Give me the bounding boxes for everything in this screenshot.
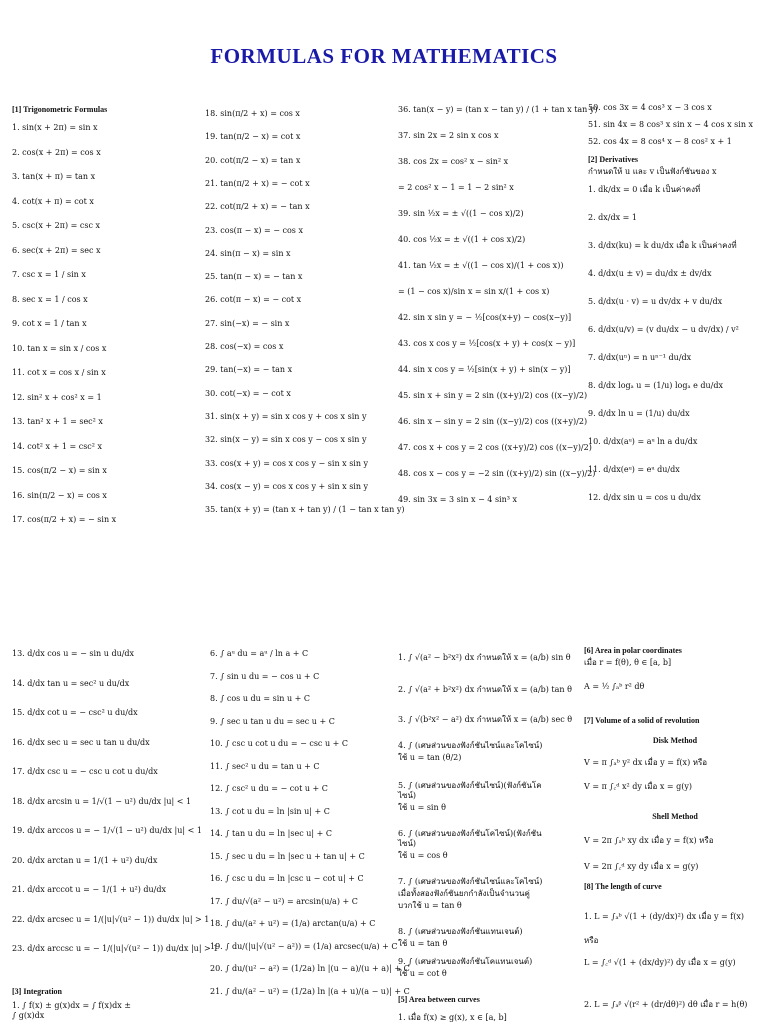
trig-formulas-col3 [398, 105, 598, 526]
formula-row: 1. เมื่อ f(x) ≥ g(x), x ∈ [a, b] [398, 1013, 507, 1022]
formula-row: = (1 − cos x)/sin x = sin x/(1 + cos x) [398, 287, 550, 296]
formula-row: 6. d/dx(u/v) = (v du/dx − u dv/dx) / v² [588, 325, 739, 334]
formula-row: 6. sec(x + 2π) = sec x [12, 245, 101, 255]
formula-row: 1. dk/dx = 0 เมื่อ k เป็นค่าคงที่ [588, 185, 701, 194]
formula-row: 51. sin 4x = 8 cos³ x sin x − 4 cos x sin x [588, 120, 754, 129]
formula-row: 3. tan(x + π) = tan x [12, 172, 96, 181]
formula-row: 3. ∫ √(b²x² − a²) dx กำหนดให้ x = (a/b) sec θ [398, 715, 573, 724]
formula-row: 8. ∫ cos u du = sin u + C [210, 694, 311, 703]
formula-row: 21. d/dx arccot u = − 1/(1 + u²) du/dx [12, 885, 166, 894]
formula-row: 7. ∫ (เศษส่วนของฟังก์ชันไซน์และโคไซน์) [398, 877, 543, 886]
formula-row: 36. tan(x − y) = (tan x − tan y) / (1 + tan x tan y) [398, 105, 598, 114]
page-title: FORMULAS FOR MATHEMATICS [210, 44, 558, 68]
formula-row: 2. L = ∫ₐᵝ √(r² + (dr/dθ)²) dθ เมื่อ r = h(θ) [584, 1000, 748, 1009]
formula-row: 2. dx/dx = 1 [588, 213, 638, 222]
formula-row: ใช้ u = cot θ [398, 969, 447, 978]
formula-row: 22. cot(π/2 + x) = − tan x [205, 202, 310, 212]
formula-row: 25. tan(π − x) = − tan x [205, 272, 303, 282]
formula-row: 1. sin(x + 2π) = sin x [12, 123, 98, 132]
formula-row: 17. cos(π/2 + x) = − sin x [12, 515, 117, 524]
formula-row: 2. cos(x + 2π) = cos x [12, 147, 101, 157]
section-heading: [7] Volume of a solid of revolution [584, 716, 700, 725]
formula-row: 48. cos x − cos y = −2 sin ((x+y)/2) sin ((x−y)/2) [398, 469, 596, 478]
section-heading: [5] Area between curves [398, 995, 480, 1004]
formula-row: L = ∫꜀ᵈ √(1 + (dx/dy)²) dy เมื่อ x = g(y) [584, 958, 736, 967]
formula-row: 17. ∫ du/√(a² − u²) = arcsin(u/a) + C [210, 896, 358, 906]
formula-row: V = π ∫꜀ᵈ x² dy เมื่อ x = g(y) [584, 782, 693, 791]
formula-row: 13. d/dx cos u = − sin u du/dx [12, 649, 135, 658]
section-heading: [6] Area in polar coordinates [584, 646, 682, 655]
formula-row: 40. cos ½x = ± √((1 + cos x)/2) [398, 235, 526, 244]
formula-row: 19. d/dx arccos u = − 1/√(1 − u²) du/dx |u| < 1 [12, 826, 202, 835]
formula-row: 9. d/dx ln u = (1/u) du/dx [588, 409, 690, 418]
formula-row: 20. d/dx arctan u = 1/(1 + u²) du/dx [12, 855, 158, 865]
formula-row: V = π ∫ₐᵇ y² dx เมื่อ y = f(x) หรือ [584, 758, 708, 767]
formula-row: 7. ∫ sin u du = − cos u + C [210, 671, 320, 681]
formula-row: 20. ∫ du/(u² − a²) = (1/2a) ln |(u − a)/(u + a)| + C [210, 964, 410, 973]
formula-row: 21. ∫ du/(a² − u²) = (1/2a) ln |(a + u)/(a − u)| + C [210, 986, 410, 996]
formula-row: 9. ∫ (เศษส่วนของฟังก์ชันโคแทนเจนต์) [398, 957, 533, 966]
formula-row: 21. tan(π/2 + x) = − cot x [205, 178, 310, 188]
formula-row: 44. sin x cos y = ½[sin(x + y) + sin(x − y)] [398, 365, 571, 374]
formula-row: 6. ∫ (เศษส่วนของฟังก์ชันโคไซน์)(ฟังก์ชัน [398, 829, 542, 838]
formula-row: 14. cot² x + 1 = csc² x [12, 441, 103, 451]
formula-row: 19. tan(π/2 − x) = cot x [205, 132, 301, 142]
formula-row: 18. d/dx arcsin u = 1/√(1 − u²) du/dx |u| < 1 [12, 796, 192, 806]
formula-row: 20. cot(π/2 − x) = tan x [205, 155, 301, 165]
formula-row: 37. sin 2x = 2 sin x cos x [398, 131, 499, 140]
formula-row: 15. cos(π/2 − x) = sin x [12, 466, 107, 475]
formula-row: 2. ∫ √(a² + b²x²) dx กำหนดให้ x = (a/b) tan θ [398, 685, 572, 694]
formula-row: 16. sin(π/2 − x) = cos x [12, 490, 107, 500]
formula-row: 4. ∫ (เศษส่วนของฟังก์ชันไซน์และโคไซน์) [398, 741, 543, 750]
formula-row: 22. d/dx arcsec u = 1/(|u|√(u² − 1)) du/dx |u| > 1 [12, 914, 210, 924]
formula-row: 14. d/dx tan u = sec² u du/dx [12, 678, 130, 688]
formula-row: 31. sin(x + y) = sin x cos y + cos x sin y [205, 411, 367, 421]
formula-row: = 2 cos² x − 1 = 1 − 2 sin² x [398, 183, 514, 192]
formula-row: 10. tan x = sin x / cos x [12, 343, 107, 353]
formula-row: 9. ∫ sec u tan u du = sec u + C [210, 716, 335, 726]
formula-row: 24. sin(π − x) = sin x [205, 248, 291, 258]
formula-row: 12. d/dx sin u = cos u du/dx [588, 493, 701, 502]
derivatives-col1 [12, 649, 219, 1024]
section-heading: [3] Integration [12, 987, 62, 996]
formula-row: A = ½ ∫ₐᵇ r² dθ [584, 682, 645, 691]
formula-row: 47. cos x + cos y = 2 cos ((x+y)/2) cos ((x−y)/2) [398, 443, 592, 452]
formula-row: 3. d/dx(ku) = k du/dx เมื่อ k เป็นค่าคงที่ [588, 241, 737, 250]
formula-row: V = 2π ∫ₐᵇ xy dx เมื่อ y = f(x) หรือ [584, 836, 714, 845]
formula-row: 32. sin(x − y) = sin x cos y − cos x sin y [205, 435, 367, 445]
formula-row: 26. cot(π − x) = − cot x [205, 295, 302, 305]
section-heading: [8] The length of curve [584, 882, 662, 891]
formula-row: 18. ∫ du/(a² + u²) = (1/a) arctan(u/a) + C [210, 919, 376, 928]
formula-row: 15. d/dx cot u = − csc² u du/dx [12, 708, 138, 717]
formula-row: 30. cot(−x) = − cot x [205, 388, 291, 398]
formula-row: 13. ∫ cot u du = ln |sin u| + C [210, 806, 330, 816]
formula-row: 18. sin(π/2 + x) = cos x [205, 109, 300, 118]
formula-row: 43. cos x cos y = ½[cos(x + y) + cos(x − y)] [398, 339, 576, 348]
formula-row: V = 2π ∫꜀ᵈ xy dy เมื่อ x = g(y) [584, 862, 699, 871]
formula-row: 52. cos 4x = 8 cos⁴ x − 8 cos² x + 1 [588, 137, 732, 146]
trig-formulas-col1 [12, 104, 202, 534]
formula-row: 16. d/dx sec u = sec u tan u du/dx [12, 737, 150, 747]
formula-row: 6. ∫ aᵘ du = aᵘ / ln a + C [210, 649, 309, 658]
formula-row: 49. sin 3x = 3 sin x − 4 sin³ x [398, 495, 518, 504]
formula-row: 10. ∫ csc u cot u du = − csc u + C [210, 739, 349, 748]
section-heading: [2] Derivatives [588, 155, 638, 164]
trig-formulas-col2 [205, 109, 405, 530]
formula-row: 23. cos(π − x) = − cos x [205, 225, 303, 235]
section-intro: กำหนดให้ u และ v เป็นฟังก์ชันของ x [588, 167, 717, 176]
subheading: Shell Method [652, 812, 698, 821]
formula-row: 34. cos(x − y) = cos x cos y + sin x sin y [205, 481, 369, 491]
formula-row: ใช้ u = sin θ [398, 803, 446, 812]
formula-row: ไซน์) [398, 839, 417, 848]
formula-row: 23. d/dx arccsc u = − 1/(|u|√(u² − 1)) du/dx |u| > 1 [12, 944, 219, 953]
formula-row: 27. sin(−x) = − sin x [205, 318, 290, 328]
formula-row: 14. ∫ tan u du = ln |sec u| + C [210, 829, 332, 838]
formula-row: ใช้ u = tan (θ/2) [398, 753, 462, 762]
formula-row: 8. d/dx logₐ u = (1/u) logₐ e du/dx [588, 381, 723, 390]
derivatives-col4 [588, 104, 766, 534]
formula-row: 13. tan² x + 1 = sec² x [12, 417, 103, 426]
formula-row: 19. ∫ du/(|u|√(u² − a²)) = (1/a) arcsec(u/a) + C [210, 941, 398, 951]
formula-row: หรือ [584, 936, 599, 945]
formula-row: 46. sin x − sin y = 2 sin ((x−y)/2) cos ((x+y)/2) [398, 417, 588, 426]
formula-row: 12. sin² x + cos² x = 1 [12, 392, 102, 402]
formula-row: 50. cos 3x = 4 cos³ x − 3 cos x [588, 103, 712, 112]
formula-row: เมื่อ r = f(θ), θ ∈ [a, b] [584, 658, 672, 667]
formula-row: 29. tan(−x) = − tan x [205, 365, 293, 375]
formula-row: 12. ∫ csc² u du = − cot u + C [210, 784, 328, 793]
formula-row: 11. cot x = cos x / sin x [12, 368, 106, 377]
formula-row: 7. d/dx(uⁿ) = n uⁿ⁻¹ du/dx [588, 353, 692, 362]
substitution-col3 [398, 650, 588, 1024]
formula-row: 1. ∫ √(a² − b²x²) dx กำหนดให้ x = (a/b) sin θ [398, 653, 571, 662]
formula-row: 35. tan(x + y) = (tan x + tan y) / (1 − tan x tan y) [205, 505, 405, 515]
formula-row: 45. sin x + sin y = 2 sin ((x+y)/2) cos ((x−y)/2) [398, 391, 588, 400]
formula-row: เมื่อทั้งสองฟังก์ชันยกกำลังเป็นจำนวนคู่ [398, 889, 530, 898]
formula-row: 1. ∫ f(x) ± g(x)dx = ∫ f(x)dx ± [12, 1001, 131, 1010]
formula-row: 11. d/dx(eᵘ) = eᵘ du/dx [588, 465, 680, 474]
subheading: Disk Method [652, 736, 698, 745]
formula-row: 15. ∫ sec u du = ln |sec u + tan u| + C [210, 851, 365, 861]
formula-row: 7. csc x = 1 / sin x [12, 270, 86, 279]
section-heading: [1] Trigonometric Formulas [12, 105, 108, 114]
formula-row: 4. d/dx(u ± v) = du/dx ± dv/dx [588, 269, 712, 278]
formula-row: 42. sin x sin y = − ½[cos(x+y) − cos(x−y)] [398, 313, 572, 322]
formula-row: 4. cot(x + π) = cot x [12, 196, 94, 206]
formula-row: 1. L = ∫ₐᵇ √(1 + (dy/dx)²) dx เมื่อ y = f(x) [584, 912, 745, 921]
formula-row: 5. d/dx(u · v) = u dv/dx + v du/dx [588, 297, 723, 306]
formula-row: 41. tan ½x = ± √((1 − cos x)/(1 + cos x)) [398, 261, 564, 270]
formula-row: 16. ∫ csc u du = ln |csc u − cot u| + C [210, 874, 364, 883]
formula-row: ไซน์) [398, 791, 417, 800]
formula-row: 5. csc(x + 2π) = csc x [12, 221, 101, 230]
area-volume-col4 [584, 645, 766, 1024]
formula-row: 5. ∫ (เศษส่วนของฟังก์ชันไซน์)(ฟังก์ชันโค [398, 781, 542, 790]
formula-row: 17. d/dx csc u = − csc u cot u du/dx [12, 767, 158, 776]
formula-row: 8. sec x = 1 / cos x [12, 294, 88, 304]
formula-row: 33. cos(x + y) = cos x cos y − sin x sin y [205, 458, 369, 468]
formula-row: 28. cos(−x) = cos x [205, 342, 284, 351]
formula-row: 9. cot x = 1 / tan x [12, 319, 87, 328]
formula-row: 39. sin ½x = ± √((1 − cos x)/2) [398, 209, 524, 218]
formula-row: 11. ∫ sec² u du = tan u + C [210, 761, 320, 771]
formula-row: ใช้ u = cos θ [398, 851, 448, 860]
formula-row: ∫ g(x)dx [12, 1011, 45, 1020]
formula-row: ใช้ u = tan θ [398, 939, 448, 948]
formula-row: 38. cos 2x = cos² x − sin² x [398, 157, 509, 166]
formula-row: 10. d/dx(aᵘ) = aᵘ ln a du/dx [588, 437, 698, 446]
formula-row: บวกใช้ u = tan θ [398, 901, 462, 910]
formula-row: 8. ∫ (เศษส่วนของฟังก์ชันแทนเจนต์) [398, 927, 523, 936]
